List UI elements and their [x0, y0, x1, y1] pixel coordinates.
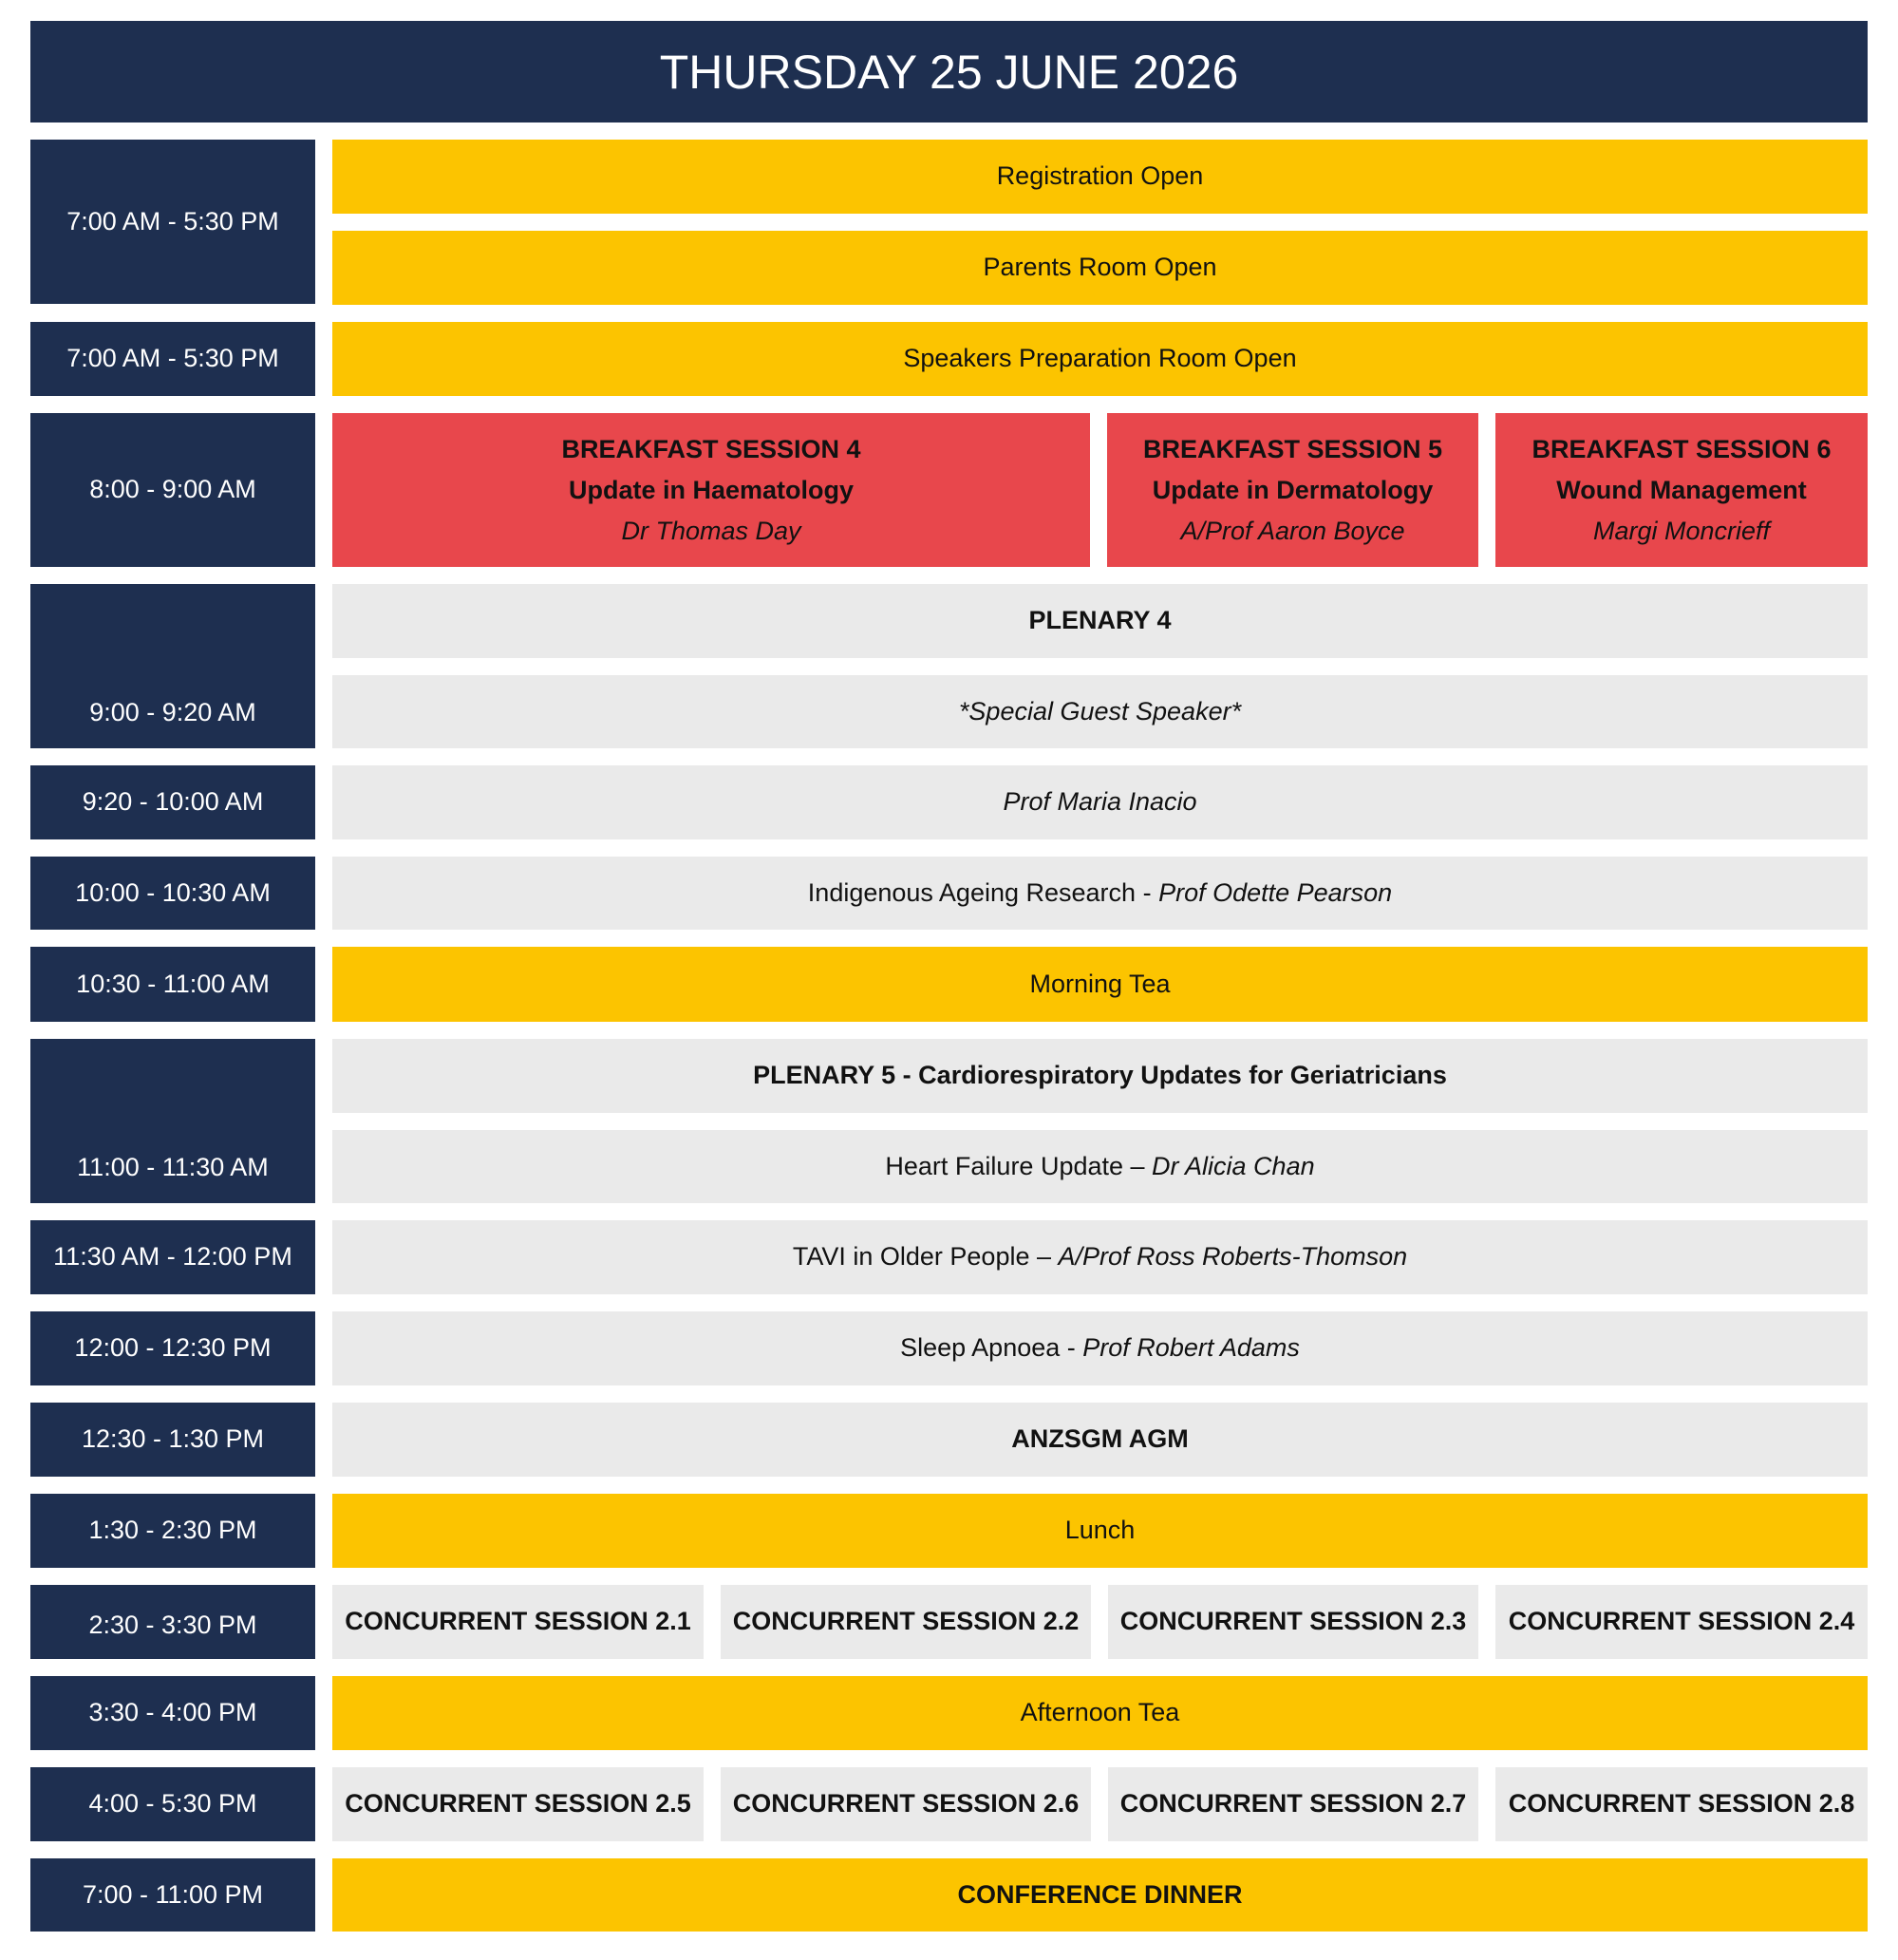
breakfast-session-4: [332, 413, 1090, 567]
session-line: [793, 1236, 1407, 1277]
time-cell: 7:00 AM - 5:30 PM: [30, 322, 315, 396]
time-cell: 4:00 - 5:30 PM: [30, 1767, 315, 1841]
special-guest-speaker: *Special Guest Speaker*: [332, 675, 1868, 748]
breakfast-speaker: Dr Thomas Day: [621, 516, 801, 545]
separator: -: [1136, 877, 1159, 907]
time-cell: 2:30 - 3:30 PM: [30, 1585, 315, 1659]
time-cell: 9:20 - 10:00 AM: [30, 765, 315, 839]
heart-failure-update: [332, 1130, 1868, 1203]
session-speaker: Prof Robert Adams: [1082, 1333, 1300, 1363]
plenary-5-heading: PLENARY 5 - Cardiorespiratory Updates for Geriatricians: [332, 1039, 1868, 1113]
breakfast-topic: Update in Dermatology: [1152, 475, 1434, 504]
plenary-4-heading: PLENARY 4: [332, 584, 1868, 658]
session-topic: TAVI in Older People: [792, 1242, 1030, 1272]
concurrent-session-2-3: CONCURRENT SESSION 2.3: [1108, 1585, 1478, 1659]
breakfast-title: BREAKFAST SESSION 6: [1532, 434, 1832, 463]
session-line: [900, 1328, 1300, 1368]
time-cell: 7:00 AM - 5:30 PM: [30, 140, 315, 304]
time-cell: 10:30 - 11:00 AM: [30, 947, 315, 1022]
time-cell: 11:30 AM - 12:00 PM: [30, 1220, 315, 1294]
time-cell: 10:00 - 10:30 AM: [30, 857, 315, 930]
anzsgm-agm: ANZSGM AGM: [332, 1403, 1868, 1477]
lunch: Lunch: [332, 1494, 1868, 1568]
time-cell: 9:00 - 9:20 AM: [30, 584, 315, 748]
separator: –: [1123, 1151, 1153, 1180]
concurrent-session-2-6: CONCURRENT SESSION 2.6: [721, 1767, 1091, 1841]
session-line: [885, 1146, 1314, 1187]
indigenous-ageing-research: [332, 857, 1868, 930]
concurrent-session-2-7: CONCURRENT SESSION 2.7: [1108, 1767, 1478, 1841]
sleep-apnoea: [332, 1311, 1868, 1385]
concurrent-session-2-1: CONCURRENT SESSION 2.1: [332, 1585, 704, 1659]
time-cell: 11:00 - 11:30 AM: [30, 1039, 315, 1203]
morning-tea: Morning Tea: [332, 947, 1868, 1022]
time-cell: 3:30 - 4:00 PM: [30, 1676, 315, 1750]
separator: –: [1029, 1242, 1059, 1272]
time-cell: 8:00 - 9:00 AM: [30, 413, 315, 567]
concurrent-session-2-2: CONCURRENT SESSION 2.2: [721, 1585, 1091, 1659]
breakfast-title: BREAKFAST SESSION 4: [561, 434, 861, 463]
speakers-room-open: Speakers Preparation Room Open: [332, 322, 1868, 396]
registration-open: Registration Open: [332, 140, 1868, 214]
speaker-maria-inacio: Prof Maria Inacio: [332, 765, 1868, 839]
breakfast-topic: Wound Management: [1556, 475, 1807, 504]
session-speaker: A/Prof Ross Roberts-Thomson: [1058, 1242, 1408, 1272]
concurrent-session-2-5: CONCURRENT SESSION 2.5: [332, 1767, 704, 1841]
parents-room-open: Parents Room Open: [332, 231, 1868, 305]
breakfast-speaker: Margi Moncrieff: [1592, 516, 1771, 545]
session-speaker: Prof Odette Pearson: [1158, 877, 1393, 907]
afternoon-tea: Afternoon Tea: [332, 1676, 1868, 1750]
time-cell: 12:00 - 12:30 PM: [30, 1311, 315, 1385]
session-topic: Indigenous Ageing Research: [807, 877, 1137, 907]
conference-dinner: CONFERENCE DINNER: [332, 1858, 1868, 1932]
session-speaker: Dr Alicia Chan: [1152, 1151, 1315, 1180]
breakfast-title: BREAKFAST SESSION 5: [1142, 434, 1443, 463]
breakfast-topic: Update in Haematology: [568, 475, 855, 504]
time-cell: 1:30 - 2:30 PM: [30, 1494, 315, 1568]
session-line: [808, 873, 1392, 914]
session-topic: Heart Failure Update: [885, 1151, 1124, 1180]
time-cell: 7:00 - 11:00 PM: [30, 1858, 315, 1932]
breakfast-session-5: [1107, 413, 1478, 567]
concurrent-session-2-4: CONCURRENT SESSION 2.4: [1495, 1585, 1868, 1659]
breakfast-speaker: A/Prof Aaron Boyce: [1180, 516, 1405, 545]
page-title: THURSDAY 25 JUNE 2026: [30, 21, 1868, 122]
separator: -: [1060, 1333, 1083, 1363]
session-topic: Sleep Apnoea: [900, 1333, 1061, 1363]
concurrent-session-2-8: CONCURRENT SESSION 2.8: [1495, 1767, 1868, 1841]
time-cell: 12:30 - 1:30 PM: [30, 1403, 315, 1477]
breakfast-session-6: [1495, 413, 1868, 567]
tavi-in-older-people: [332, 1220, 1868, 1294]
